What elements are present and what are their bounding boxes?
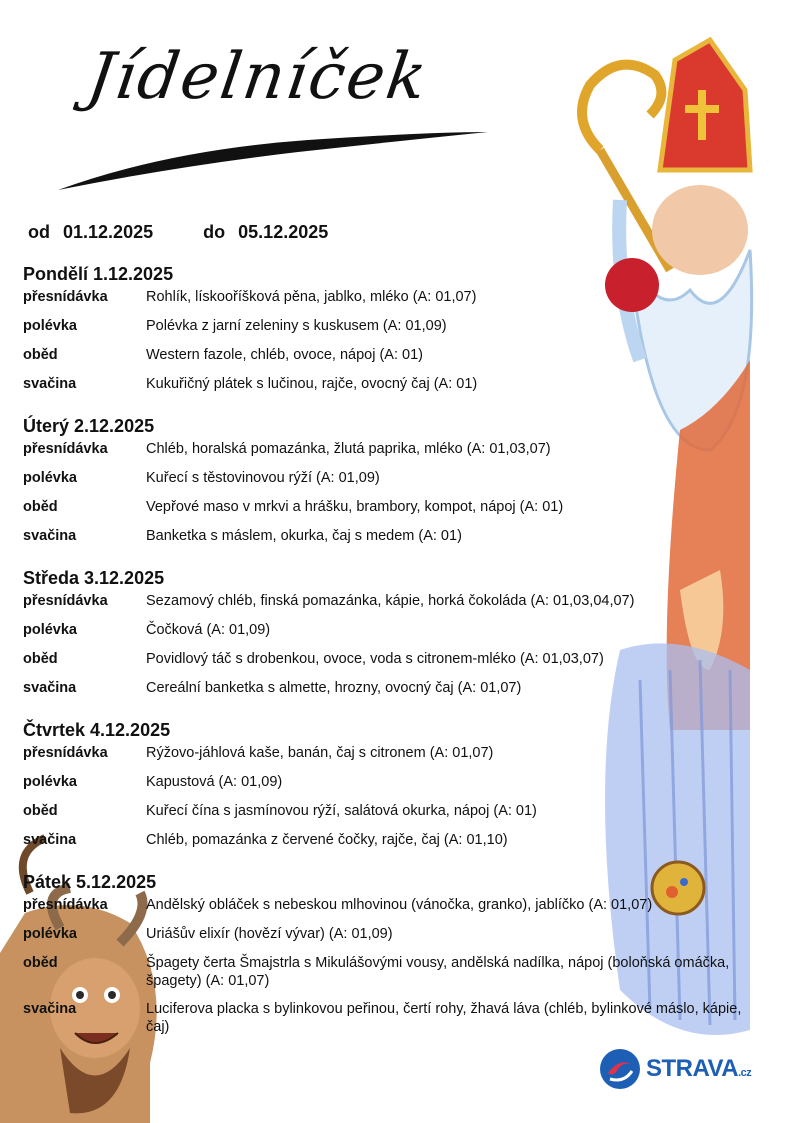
meal-dish: Vepřové maso v mrkvi a hrášku, brambory, kompot, nápoj (A: 01): [146, 499, 564, 515]
meal-name: oběd: [23, 955, 58, 971]
meal-dish: Cereální banketka s almette, hrozny, ovocný čaj (A: 01,07): [146, 680, 522, 696]
strava-logo-icon: [598, 1047, 642, 1091]
meal-row: [23, 679, 743, 708]
day-section: [23, 566, 743, 708]
meal-dish: Uriášův elixír (hovězí vývar) (A: 01,09): [146, 926, 393, 942]
meal-row: [23, 346, 743, 375]
day-title: Pátek 5.12.2025: [23, 872, 157, 892]
meal-dish: Western fazole, chléb, ovoce, nápoj (A: 01): [146, 347, 423, 363]
meal-row: [23, 592, 743, 621]
meal-name: svačina: [23, 680, 77, 696]
meal-row: [23, 498, 743, 527]
meal-row: [23, 650, 743, 679]
meal-row: [23, 773, 743, 802]
meal-dish: Kukuřičný plátek s lučinou, rajče, ovocný čaj (A: 01): [146, 376, 478, 392]
meal-row: [23, 440, 743, 469]
meal-name: přesnídávka: [23, 593, 108, 609]
meal-dish: Povidlový táč s drobenkou, ovoce, voda s citronem-mléko (A: 01,03,07): [146, 651, 604, 667]
strava-logo: [598, 1047, 751, 1091]
meal-row: [23, 1000, 743, 1036]
meal-row: [23, 527, 743, 556]
day-title: Středa 3.12.2025: [23, 568, 165, 588]
meal-name: svačina: [23, 376, 77, 392]
meal-name: oběd: [23, 499, 58, 515]
meal-name: polévka: [23, 318, 77, 334]
meal-row: [23, 621, 743, 650]
meal-row: [23, 375, 743, 404]
menu-title: Jídelníček: [82, 40, 433, 114]
from-date: 01.12.2025: [63, 222, 154, 242]
meal-row: [23, 288, 743, 317]
meal-dish: Chléb, horalská pomazánka, žlutá paprika, mléko (A: 01,03,07): [146, 441, 551, 457]
meal-name: přesnídávka: [23, 897, 108, 913]
from-label: od: [28, 222, 50, 242]
to-label: do: [203, 222, 226, 242]
meal-name: přesnídávka: [23, 289, 108, 305]
meal-row: [23, 802, 743, 831]
day-title: Čtvrtek 4.12.2025: [23, 720, 171, 740]
meal-name: oběd: [23, 803, 58, 819]
day-section: [23, 262, 743, 404]
meal-row: [23, 317, 743, 346]
meal-dish: Polévka z jarní zeleniny s kuskusem (A: 01,09): [146, 318, 447, 334]
meal-name: polévka: [23, 470, 77, 486]
meal-dish: Kuřecí s těstovinovou rýží (A: 01,09): [146, 470, 380, 486]
meal-dish: Chléb, pomazánka z červené čočky, rajče, čaj (A: 01,10): [146, 832, 508, 848]
day-title: Úterý 2.12.2025: [23, 416, 155, 436]
meal-name: polévka: [23, 926, 77, 942]
meal-row: [23, 925, 743, 954]
meal-name: oběd: [23, 347, 58, 363]
day-section: [23, 870, 743, 1036]
meal-name: svačina: [23, 528, 77, 544]
meal-name: polévka: [23, 622, 77, 638]
meal-dish: Luciferova placka s bylinkovou peřinou, čertí rohy, žhavá láva (chléb, bylinkové máslo, kápie, čaj): [146, 1001, 742, 1035]
strava-logo-text: STRAVA.cz: [646, 1055, 752, 1082]
title-flourish: [48, 40, 498, 200]
meal-row: [23, 954, 743, 1000]
meal-name: přesnídávka: [23, 745, 108, 761]
meal-dish: Kapustová (A: 01,09): [146, 774, 283, 790]
meal-row: [23, 831, 743, 860]
title-block: [48, 40, 498, 200]
weekly-menu: [23, 262, 743, 1046]
meal-name: oběd: [23, 651, 58, 667]
meal-name: polévka: [23, 774, 77, 790]
meal-name: přesnídávka: [23, 441, 108, 457]
meal-dish: Kuřecí čína s jasmínovou rýží, salátová okurka, nápoj (A: 01): [146, 803, 537, 819]
meal-row: [23, 469, 743, 498]
meal-row: [23, 896, 743, 925]
meal-dish: Špagety čerta Šmajstrla s Mikulášovými vousy, andělská nadílka, nápoj (boloňská omáčka, špagety) (A: 01,07): [146, 955, 730, 989]
meal-dish: Banketka s máslem, okurka, čaj s medem (A: 01): [146, 528, 462, 544]
day-section: [23, 414, 743, 556]
meal-row: [23, 744, 743, 773]
day-title: Pondělí 1.12.2025: [23, 264, 174, 284]
day-section: [23, 718, 743, 860]
meal-dish: Rýžovo-jáhlová kaše, banán, čaj s citronem (A: 01,07): [146, 745, 494, 761]
meal-dish: Čočková (A: 01,09): [146, 622, 271, 638]
meal-dish: Sezamový chléb, finská pomazánka, kápie, horká čokoláda (A: 01,03,04,07): [146, 593, 635, 609]
meal-dish: Andělský obláček s nebeskou mlhovinou (vánočka, granko), jablíčko (A: 01,07): [146, 897, 653, 913]
date-range: [28, 222, 336, 243]
meal-name: svačina: [23, 832, 77, 848]
meal-dish: Rohlík, lískooříšková pěna, jablko, mléko (A: 01,07): [146, 289, 477, 305]
to-date: 05.12.2025: [238, 222, 329, 242]
meal-name: svačina: [23, 1001, 77, 1017]
